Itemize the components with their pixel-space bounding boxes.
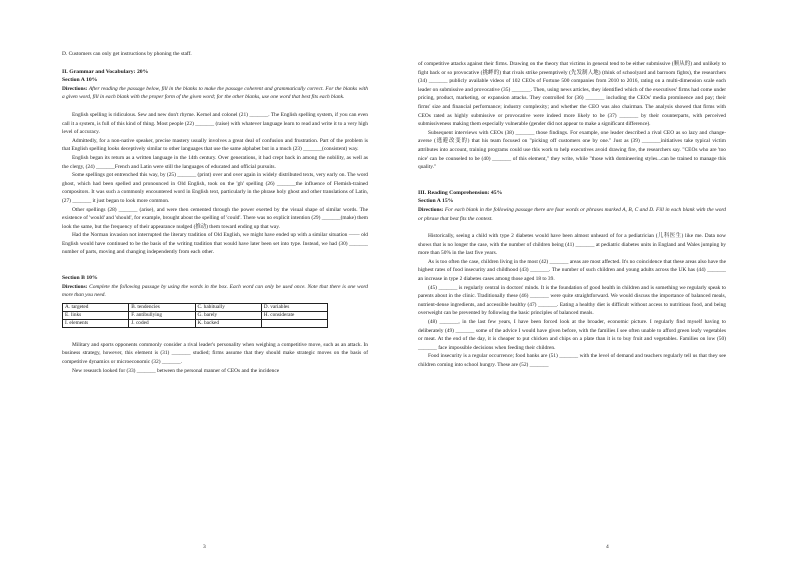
paragraph: Food insecurity is a regular occurrence; food banks are (51) _______ with the level of demand and teachers regularly tell us that they see children coming into school hungry. These are (52) _______ xyxy=(418,353,726,368)
section-a-title: Section A 15% xyxy=(418,198,454,205)
section-title-grammar: II. Grammar and Vocabulary: 20% xyxy=(62,68,149,75)
word-option: H. considerate xyxy=(261,311,327,319)
page-number: 4 xyxy=(606,544,609,550)
paragraph: New research looked for (33) _______ between the personal manner of CEOs and the incidence xyxy=(72,367,280,374)
paragraph: Other spellings (28) _______ (arise), and were then cemented through the power exerted by the visual shape of similar words. The existence of 'would' and 'should', for example, brought about the spelling of 'could'. There was no explicit intention (29) _______(make) them look the same, but the frequency of their appearance nudged (推动) them toward ending up that way. xyxy=(62,206,368,230)
directions-label: Directions: xyxy=(62,85,88,92)
option-d: D. Customers can only get instructions by phoning the staff. xyxy=(62,51,192,57)
paragraph: English began its return as a written language in the 14th century. Over generations, it had crept back in among the nobility, as well as the clergy, (24) _______French and Latin were still the languages of educated and official pursuits. xyxy=(62,154,368,170)
paragraph: Admittedly, for a non-native speaker, precise mastery usually involves a great deal of confusion and frustration. Part of the problem is that English spelling looks deceptively similar to other languages that use the same alphabet but in a much (23) _______(consistent) way. xyxy=(62,137,368,153)
word-box-row xyxy=(63,319,328,327)
page-3-column xyxy=(62,50,368,375)
word-option: I. elements xyxy=(63,319,129,327)
section-title-reading: III. Reading Comprehension: 45% xyxy=(418,189,503,196)
paragraph: English spelling is ridiculous. Sew and new don't rhyme. Kernel and colonel (21) _______. The English spelling system, if you can even call it a system, is full of this kind of thing. Most people (22) _______ (raise) with whatever language learn to read and write it to a very high level of accuracy. xyxy=(62,111,368,136)
paragraph: As is too often the case, children living in the most (42) _______ areas are most affected. It's no coincidence that these areas also have the highest rates of food insecurity and childhood (43) _______. The number of such children and young adults across the UK has (44) _______ an increase in type 2 diabetes cases among those aged 18 to 39. xyxy=(418,258,726,283)
paragraph: Some spellings got entrenched this way, by (25) _______ (print) over and over again in widely distributed texts, very early on. The word ghost, which had been spelled and pronounced in Old English, took on the 'gh' spelling (26) _______the influence of Flemish-trained compositors. It was such a commonly encountered word in English text, particularly in the phrase holy ghost and other translations of Latin, (27) _______ it just began to look more common. xyxy=(62,172,368,204)
paragraph: Military and sports opponents commonly consider a rival leader's personality when weighing a competitive move, such as an attack. In business strategy, however, this element is (31) _______ studied; firms assume that they should make strategic moves on the basis of competitive dynamics or microeconomic (32) _______. xyxy=(62,341,368,366)
word-option: G. barely xyxy=(195,311,261,319)
paragraph: (48) _______, in the last few years, I have been forced look at the broader, economic picture. I regularly find myself having to deliberately (49) _______ some of the advice I would have given before, with the families I see often unable to afford green leafy vegetables or meat. At the end of the day, it is cheaper to put chicken and chips on a plate than it is to buy fruit and vegetables. Families on low (50) _______ face impossible decisions when feeding their children. xyxy=(418,319,726,351)
word-option: E. links xyxy=(63,311,129,319)
directions-text: Complete the following passage by using the words in the box. Each word can only be used once. Note that there is one word more than you need. xyxy=(62,283,368,299)
word-option: D. variables xyxy=(261,303,327,311)
word-option: A. targeted xyxy=(63,303,129,311)
section-a-title: Section A 10% xyxy=(62,77,98,84)
word-option: F. antibullying xyxy=(129,311,195,319)
word-option: C. habitually xyxy=(195,303,261,311)
section-a-directions xyxy=(62,85,368,102)
page-4 xyxy=(400,0,800,566)
directions-text: After reading the passage below, fill in the blanks to make the passage coherent and grammatically correct. For the blanks with a given word, fill in each blank with the proper form of the given word; for the other blanks, use one word that best fits each blank. xyxy=(62,85,368,101)
paragraph: Subsequent interviews with CEOs (38) _______ those findings. For example, one leader described a rival CEO as so lazy and change-averse (逃避改变的) that his team focused on "picking off customers one by one." Just as (39) _______initiatives take typical victim attributes into account, training programs could use this work to help executives avoid drawing fire, the researchers say. "CEOs who are 'too nice' can be counseled to be (40) _______ of this element," they write, while "those with domineering styles...can be trained to manage this quality." xyxy=(418,129,726,171)
section-a-directions xyxy=(418,206,726,223)
paragraph: of competitive attacks against their firms. Drawing on the theory that victims in general tend to be either submissive (顺从的) and unlikely to fight back or so provocative (挑衅的) that rivals strike preemptively (先发制人地) (think of schoolyard and barroom fights), the researchers (34) _______ publicly available videos of 102 CEOs of Fortune 500 companies from 2010 to 2016, rating on a multi-dimension scale each leader on submissive and provocative (35) _______. Then, using news articles, they identified which of the executives' firms had come under pricing, product, marketing, or expansion attacks. They controlled for (36) _______ including the CEOs' media prominence and pay; their firms' size and financial performance; industry complexity; and whether the CEO was also chairman. The analysis showed that firms with CEOs rated as highly submissive or provocative were indeed more likely to be (37) _______ by their counterparts, with perceived submissiveness making them especially vulnerable (gender did not appear to make a significant difference). xyxy=(418,61,726,128)
word-box xyxy=(62,303,328,328)
word-box-row xyxy=(63,303,328,311)
directions-text: For each blank in the following passage there are four words or phrases marked A, B, C and D. Fill in each blank with the word or phrase that best fits the context. xyxy=(418,206,726,222)
directions-label: Directions: xyxy=(418,206,444,213)
page-number: 3 xyxy=(203,544,206,550)
word-option: B. tendencies xyxy=(129,303,195,311)
word-box-row xyxy=(63,311,328,319)
paragraph: (45) _______ is regularly central in doctors' minds. It is the foundation of good health in children and is something we regularly speak to parents about in the clinic. Traditionally these (46) _______ were quite straightforward. We would discuss the importance of balanced meals, nutrient-dense ingredients, and accessible healthy (47) _______. Eating a healthy diet is difficult without access to nutritious food, and being overweight can be prevented by following the basic principles of balanced meals. xyxy=(418,284,726,317)
page-4-column xyxy=(418,60,726,370)
word-option: J. coded xyxy=(129,319,195,327)
paragraph: Historically, seeing a child with type 2 diabetes would have been almost unheard of for a pediatrician (儿科医生) like me. Data now shows that is no longer the case, with the number of children being (41) _______ at pediatric diabetes units in England and Wales jumping by more than 50% in the last five years. xyxy=(418,233,726,257)
section-b-title: Section B 10% xyxy=(62,275,98,282)
section-b-directions xyxy=(62,283,368,300)
paragraph: Had the Norman invasion not interrupted the literary tradition of Old English, we might have ended up with a similar situation —— old English would have continued to be the basis of the writing tradition that would have later been set into type. Instead, we had (30) _______ number of parts, moving and changing independently from each other. xyxy=(62,232,368,256)
word-option-empty xyxy=(261,319,327,327)
directions-label: Directions: xyxy=(62,283,88,290)
word-option: K. backed xyxy=(195,319,261,327)
